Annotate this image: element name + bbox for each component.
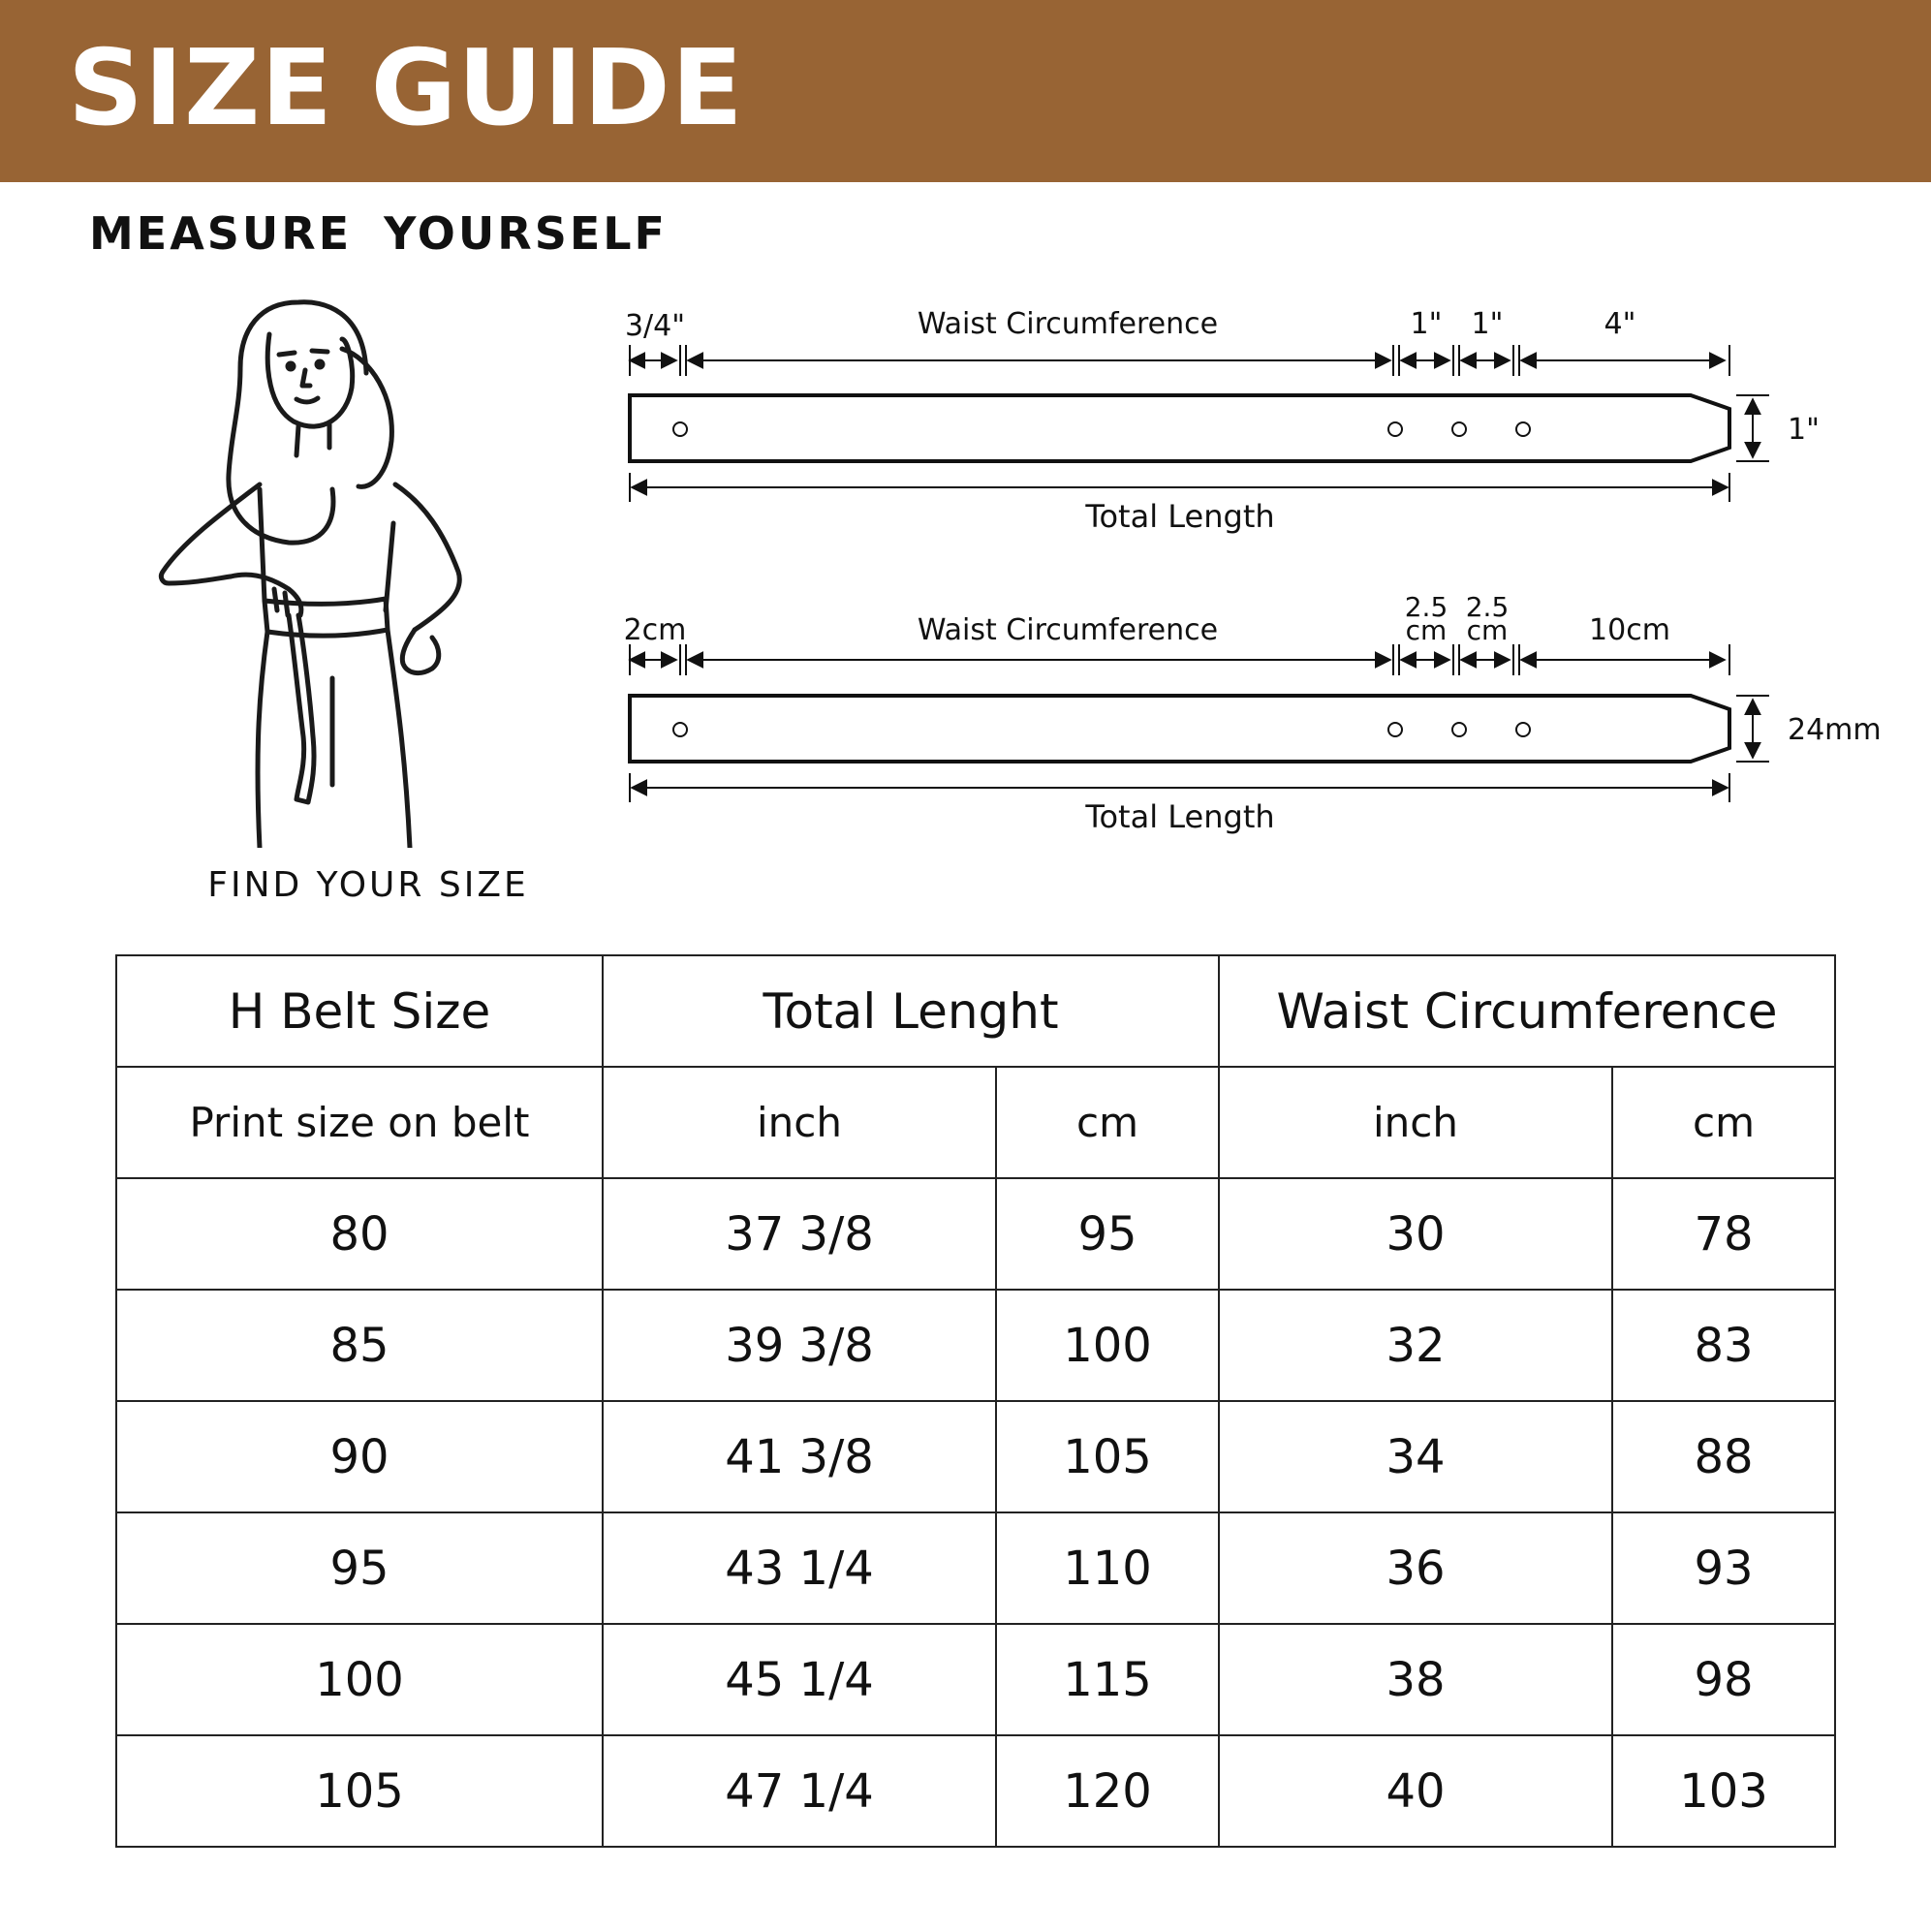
belt-measurement-diagrams <box>610 291 1931 853</box>
waist-inch-cell: 38 <box>1219 1624 1612 1735</box>
print-size-subheader: Print size on belt <box>116 1067 603 1178</box>
total-length-cm-cell: 100 <box>996 1290 1219 1401</box>
header-banner <box>0 0 1931 182</box>
total-length-inch-cell: 41 3/8 <box>603 1401 996 1512</box>
hole-gap-cm-value: 2.5 <box>1465 591 1510 623</box>
belt-hole-icon <box>1388 723 1402 736</box>
waist-inch-label: Waist Circumference <box>917 307 1219 341</box>
table-row <box>116 1178 1835 1290</box>
total-length-cm-label: Total Length <box>1085 798 1275 835</box>
total-length-cm-cell: 95 <box>996 1178 1219 1290</box>
buckle-hole-icon <box>673 723 687 736</box>
belt-strap-cm <box>630 696 1729 762</box>
total-length-inch-cell: 37 3/8 <box>603 1178 996 1290</box>
belt-hole-icon <box>1516 723 1530 736</box>
table-row <box>116 1401 1835 1512</box>
table-header-row <box>116 955 1835 1067</box>
total-length-cm-subheader: cm <box>996 1067 1219 1178</box>
waist-cm-cell: 93 <box>1612 1512 1835 1624</box>
belt-hole-icon <box>1452 723 1466 736</box>
belt-size-cell: 80 <box>116 1178 603 1290</box>
total-length-inch-cell: 47 1/4 <box>603 1735 996 1847</box>
buckle-end-inch-label: 3/4" <box>624 309 686 343</box>
total-length-inch-cell: 43 1/4 <box>603 1512 996 1624</box>
belt-diagram-inch <box>630 345 1769 502</box>
total-length-cm-cell: 105 <box>996 1401 1219 1512</box>
waist-cm-cell: 103 <box>1612 1735 1835 1847</box>
waist-circumference-header: Waist Circumference <box>1219 955 1835 1067</box>
table-subheader-row <box>116 1067 1835 1178</box>
table-row <box>116 1512 1835 1624</box>
total-length-inch-subheader: inch <box>603 1067 996 1178</box>
total-length-inch-label: Total Length <box>1085 498 1275 535</box>
total-length-inch-cell: 39 3/8 <box>603 1290 996 1401</box>
belt-hole-icon <box>1516 422 1530 436</box>
tip-cm-label: 10cm <box>1589 613 1670 647</box>
tip-inch-label: 4" <box>1604 307 1636 341</box>
waist-inch-cell: 36 <box>1219 1512 1612 1624</box>
hole-gap-cm-value: 2.5 <box>1404 591 1448 623</box>
waist-inch-cell: 32 <box>1219 1290 1612 1401</box>
buckle-end-cm-label: 2cm <box>623 613 687 647</box>
waist-cm-cell: 83 <box>1612 1290 1835 1401</box>
buckle-hole-icon <box>673 422 687 436</box>
total-length-cm-cell: 115 <box>996 1624 1219 1735</box>
waist-cm-cell: 98 <box>1612 1624 1835 1735</box>
waist-inch-subheader: inch <box>1219 1067 1612 1178</box>
waist-cm-subheader: cm <box>1612 1067 1835 1178</box>
total-length-inch-cell: 45 1/4 <box>603 1624 996 1735</box>
measure-heading: MEASURE YOURSELF <box>89 207 668 260</box>
belt-size-cell: 90 <box>116 1401 603 1512</box>
page-title: SIZE GUIDE <box>68 28 744 149</box>
belt-strap-inch <box>630 395 1729 461</box>
hole-gap-cm-unit: cm <box>1405 614 1448 646</box>
belt-hole-icon <box>1388 422 1402 436</box>
size-table <box>115 954 1836 1848</box>
table-row <box>116 1735 1835 1847</box>
belt-hole-icon <box>1452 422 1466 436</box>
waist-cm-label: Waist Circumference <box>917 613 1219 647</box>
belt-diagram-cm <box>630 644 1769 802</box>
hole-gap-inch-label: 1" <box>1410 307 1443 341</box>
belt-width-inch-label: 1" <box>1788 413 1820 447</box>
belt-width-cm-label: 24mm <box>1788 713 1882 747</box>
table-row <box>116 1290 1835 1401</box>
belt-size-cell: 100 <box>116 1624 603 1735</box>
hole-gap-inch-label: 1" <box>1471 307 1504 341</box>
total-length-cm-cell: 110 <box>996 1512 1219 1624</box>
waist-cm-cell: 78 <box>1612 1178 1835 1290</box>
belt-size-cell: 105 <box>116 1735 603 1847</box>
waist-inch-cell: 40 <box>1219 1735 1612 1847</box>
total-length-header: Total Lenght <box>603 955 1219 1067</box>
table-row <box>116 1624 1835 1735</box>
waist-inch-cell: 34 <box>1219 1401 1612 1512</box>
belt-size-cell: 95 <box>116 1512 603 1624</box>
belt-size-cell: 85 <box>116 1290 603 1401</box>
waist-cm-cell: 88 <box>1612 1401 1835 1512</box>
belt-size-header: H Belt Size <box>116 955 603 1067</box>
hole-gap-cm-unit: cm <box>1466 614 1509 646</box>
find-your-size-caption: FIND YOUR SIZE <box>207 865 529 905</box>
waist-inch-cell: 30 <box>1219 1178 1612 1290</box>
woman-measuring-waist-illustration <box>105 281 620 848</box>
total-length-cm-cell: 120 <box>996 1735 1219 1847</box>
